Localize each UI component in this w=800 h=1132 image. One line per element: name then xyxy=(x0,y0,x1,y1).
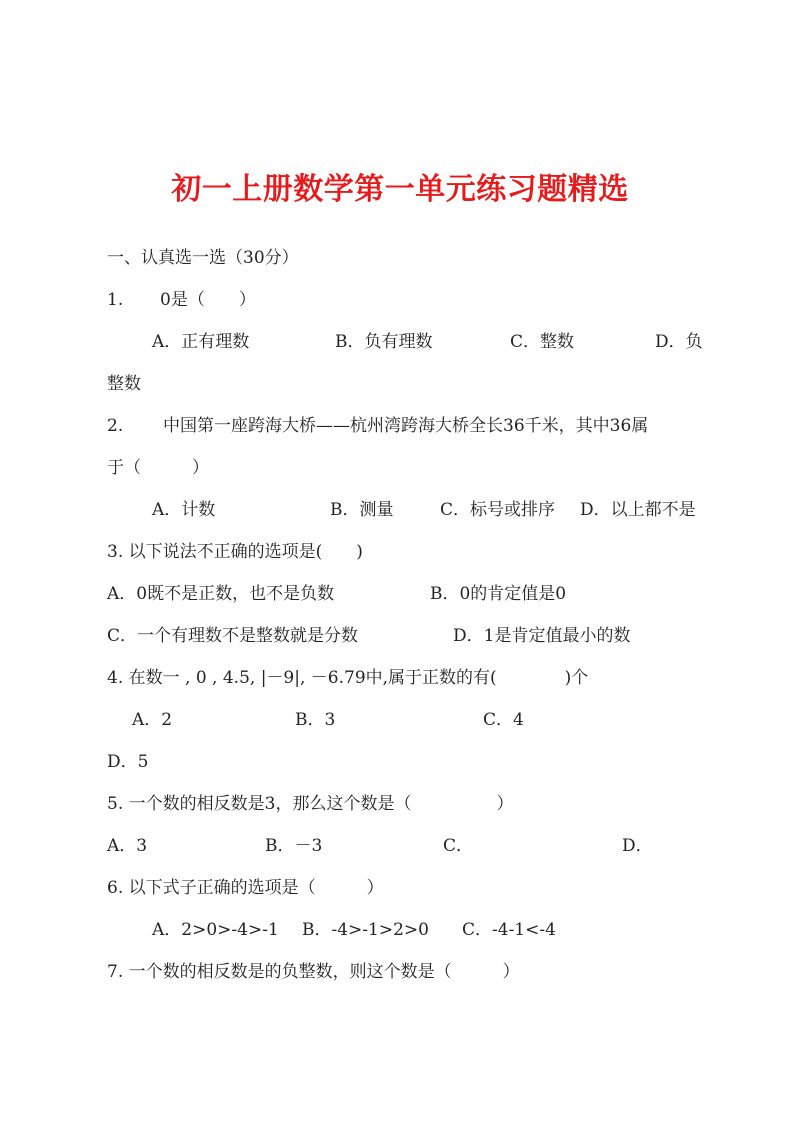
question-6-option-c: C．-4-1<-4 xyxy=(462,920,556,940)
question-3-option-c: C．一个有理数不是整数就是分数 xyxy=(107,626,359,646)
question-4-option-b: B．3 xyxy=(295,710,336,730)
question-2-option-d: D．以上都不是 xyxy=(580,500,696,520)
question-5-option-d: D． xyxy=(622,836,653,856)
question-3-stem: 3. 以下说法不正确的选项是( ) xyxy=(107,542,363,562)
question-1-number: 1. xyxy=(107,290,124,310)
question-1-option-c: C．整数 xyxy=(510,332,575,352)
question-1-option-b: B．负有理数 xyxy=(335,332,433,352)
question-7-stem: 7. 一个数的相反数是的负整数，则这个数是（ ） xyxy=(107,962,520,982)
question-2-stem-continued: 于（ ） xyxy=(107,458,209,478)
question-4-option-d: D．5 xyxy=(107,752,149,772)
question-2-number: 2. xyxy=(107,416,124,436)
question-1-stem: 0是（ ） xyxy=(160,290,256,310)
question-2-stem: 中国第一座跨海大桥——杭州湾跨海大桥全长36千米，其中36属 xyxy=(163,416,649,436)
question-6-option-a: A．2>0>-4>-1 xyxy=(152,920,279,940)
question-2-option-a: A．计数 xyxy=(152,500,216,520)
question-4-option-c: C．4 xyxy=(483,710,524,730)
question-3-option-d: D．1是肯定值最小的数 xyxy=(453,626,631,646)
question-5-stem: 5. 一个数的相反数是3，那么这个数是（ ） xyxy=(107,794,514,814)
question-5-option-c: C． xyxy=(443,836,474,856)
question-4-stem: 4. 在数一 , 0 , 4.5, |－9|, －6.79中,属于正数的有( )个 xyxy=(107,668,589,688)
question-3-option-a: A．0既不是正数，也不是负数 xyxy=(107,584,335,604)
question-1-option-a: A．正有理数 xyxy=(152,332,250,352)
page-title: 初一上册数学第一单元练习题精选 xyxy=(171,172,629,207)
question-3-option-b: B．0的肯定值是0 xyxy=(430,584,567,604)
question-1-option-d-continued: 整数 xyxy=(107,374,141,394)
question-2-option-b: B．测量 xyxy=(330,500,394,520)
question-1-option-d: D．负 xyxy=(655,332,703,352)
question-5-option-a: A．3 xyxy=(107,836,148,856)
question-4-option-a: A．2 xyxy=(132,710,173,730)
question-6-option-b: B．-4>-1>2>0 xyxy=(302,920,429,940)
question-2-option-c: C．标号或排序 xyxy=(440,500,556,520)
question-6-stem: 6. 以下式子正确的选项是（ ） xyxy=(107,878,384,898)
question-5-option-b: B．－3 xyxy=(265,836,323,856)
section-heading: 一、认真选一选（30分） xyxy=(107,248,299,268)
